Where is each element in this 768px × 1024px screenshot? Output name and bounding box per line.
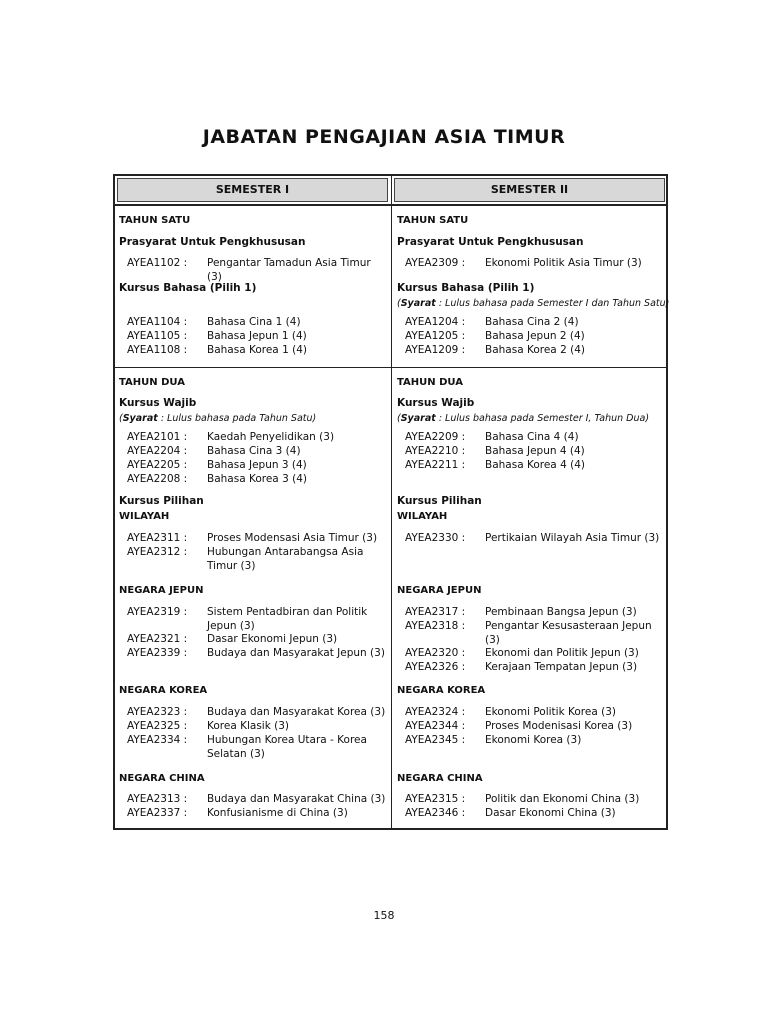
course-code: AYEA2320 :: [405, 647, 466, 659]
course-code: AYEA2334 :: [127, 734, 188, 746]
course-code: AYEA2318 :: [405, 620, 466, 632]
requirement-note: (Syarat : Lulus bahasa pada Semester I dan Tahun Satu): [397, 298, 670, 309]
course-code: AYEA2209 :: [405, 431, 466, 443]
course-code: AYEA1104 :: [127, 316, 188, 328]
course-title: Budaya dan Masyarakat Jepun (3): [207, 647, 385, 659]
course-code: AYEA2344 :: [405, 720, 466, 732]
course-title: Hubungan Antarabangsa Asia Timur (3): [207, 546, 364, 572]
requirement-note: (Syarat : Lulus bahasa pada Tahun Satu): [119, 413, 317, 424]
course-code: AYEA1209 :: [405, 344, 466, 356]
course-title: Bahasa Korea 4 (4): [485, 459, 585, 471]
korea-heading: NEGARA KOREA: [119, 685, 208, 696]
core-heading: Kursus Wajib: [397, 397, 475, 409]
year-label: TAHUN SATU: [397, 215, 469, 226]
course-code: AYEA2346 :: [405, 807, 466, 819]
year-label: TAHUN SATU: [119, 215, 191, 226]
course-code: AYEA1108 :: [127, 344, 188, 356]
course-code: AYEA2321 :: [127, 633, 188, 645]
china-heading: NEGARA CHINA: [397, 773, 483, 784]
course-title: Bahasa Korea 1 (4): [207, 344, 307, 356]
course-code: AYEA2309 :: [405, 257, 466, 269]
column-divider: [391, 176, 392, 828]
course-code: AYEA2339 :: [127, 647, 188, 659]
course-table: [113, 174, 668, 830]
course-title: Bahasa Jepun 1 (4): [207, 330, 307, 342]
course-title: Dasar Ekonomi China (3): [485, 807, 616, 819]
course-code: AYEA2312 :: [127, 546, 188, 558]
course-title: Pembinaan Bangsa Jepun (3): [485, 606, 637, 618]
note-text: : Lulus bahasa pada Semester I dan Tahun Satu): [435, 298, 670, 309]
course-title: Bahasa Korea 2 (4): [485, 344, 585, 356]
year-label: TAHUN DUA: [397, 377, 463, 388]
elective-heading: Kursus Pilihan: [119, 495, 204, 507]
course-title: Bahasa Cina 4 (4): [485, 431, 579, 443]
year-label: TAHUN DUA: [119, 377, 185, 388]
semester-1-header: SEMESTER I: [117, 178, 388, 202]
course-code: AYEA2204 :: [127, 445, 188, 457]
course-title: Dasar Ekonomi Jepun (3): [207, 633, 338, 645]
course-code: AYEA2325 :: [127, 720, 188, 732]
course-title: Ekonomi dan Politik Jepun (3): [485, 647, 639, 659]
course-title: Ekonomi Politik Korea (3): [485, 706, 616, 718]
course-code: AYEA2208 :: [127, 473, 188, 485]
course-code: AYEA2337 :: [127, 807, 188, 819]
page-number: 158: [373, 909, 395, 922]
semester-2-header: SEMESTER II: [394, 178, 665, 202]
course-title: Ekonomi Korea (3): [485, 734, 582, 746]
course-title: Kerajaan Tempatan Jepun (3): [485, 661, 638, 673]
course-code: AYEA2315 :: [405, 793, 466, 805]
course-title: Politik dan Ekonomi China (3): [485, 793, 640, 805]
course-code: AYEA2317 :: [405, 606, 466, 618]
japan-heading: NEGARA JEPUN: [397, 585, 482, 596]
course-code: AYEA2311 :: [127, 532, 188, 544]
region-heading: WILAYAH: [397, 511, 448, 522]
korea-heading: NEGARA KOREA: [397, 685, 486, 696]
core-heading: Kursus Wajib: [119, 397, 197, 409]
course-title: Konfusianisme di China (3): [207, 807, 348, 819]
row-divider: [115, 367, 666, 368]
table-header: [115, 176, 666, 206]
course-code: AYEA2345 :: [405, 734, 466, 746]
course-code: AYEA1102 :: [127, 257, 188, 269]
region-heading: WILAYAH: [119, 511, 170, 522]
course-title: Sistem Pentadbiran dan Politik Jepun (3): [207, 606, 368, 632]
course-title: Proses Modensasi Asia Timur (3): [207, 532, 378, 544]
note-text: : Lulus bahasa pada Semester I, Tahun Dua): [435, 413, 650, 424]
note-label: Syarat: [122, 413, 158, 424]
prereq-heading: Prasyarat Untuk Pengkhususan: [397, 236, 584, 248]
japan-heading: NEGARA JEPUN: [119, 585, 204, 596]
language-heading: Kursus Bahasa (Pilih 1): [119, 282, 257, 294]
prereq-heading: Prasyarat Untuk Pengkhususan: [119, 236, 306, 248]
course-title: Bahasa Jepun 4 (4): [485, 445, 585, 457]
course-title: Budaya dan Masyarakat China (3): [207, 793, 386, 805]
course-title: Bahasa Cina 2 (4): [485, 316, 579, 328]
note-label: Syarat: [400, 298, 436, 309]
course-code: AYEA1204 :: [405, 316, 466, 328]
course-code: AYEA2210 :: [405, 445, 466, 457]
course-title: Pertikaian Wilayah Asia Timur (3): [485, 532, 660, 544]
course-title: Proses Modenisasi Korea (3): [485, 720, 633, 732]
course-code: AYEA2326 :: [405, 661, 466, 673]
course-code: AYEA2330 :: [405, 532, 466, 544]
china-heading: NEGARA CHINA: [119, 773, 205, 784]
course-code: AYEA2101 :: [127, 431, 188, 443]
course-title: Pengantar Tamadun Asia Timur (3): [207, 257, 371, 283]
course-code: AYEA2319 :: [127, 606, 188, 618]
course-code: AYEA2324 :: [405, 706, 466, 718]
course-title: Bahasa Jepun 3 (4): [207, 459, 307, 471]
course-title: Pengantar Kesusasteraan Jepun (3): [485, 620, 652, 646]
course-code: AYEA2313 :: [127, 793, 188, 805]
course-title: Korea Klasik (3): [207, 720, 290, 732]
note-text: : Lulus bahasa pada Tahun Satu): [157, 413, 317, 424]
course-title: Kaedah Penyelidikan (3): [207, 431, 335, 443]
language-heading: Kursus Bahasa (Pilih 1): [397, 282, 535, 294]
course-code: AYEA1205 :: [405, 330, 466, 342]
course-title: Bahasa Cina 1 (4): [207, 316, 301, 328]
course-code: AYEA2205 :: [127, 459, 188, 471]
course-title: Bahasa Korea 3 (4): [207, 473, 307, 485]
page-title: JABATAN PENGAJIAN ASIA TIMUR: [202, 126, 566, 148]
course-code: AYEA2211 :: [405, 459, 466, 471]
elective-heading: Kursus Pilihan: [397, 495, 482, 507]
course-title: Budaya dan Masyarakat Korea (3): [207, 706, 386, 718]
course-code: AYEA1105 :: [127, 330, 188, 342]
course-title: Bahasa Jepun 2 (4): [485, 330, 585, 342]
course-title: Ekonomi Politik Asia Timur (3): [485, 257, 642, 269]
course-title: Hubungan Korea Utara - Korea Selatan (3): [207, 734, 367, 760]
course-title: Bahasa Cina 3 (4): [207, 445, 301, 457]
requirement-note: (Syarat : Lulus bahasa pada Semester I, Tahun Dua): [397, 413, 650, 424]
note-label: Syarat: [400, 413, 436, 424]
course-code: AYEA2323 :: [127, 706, 188, 718]
